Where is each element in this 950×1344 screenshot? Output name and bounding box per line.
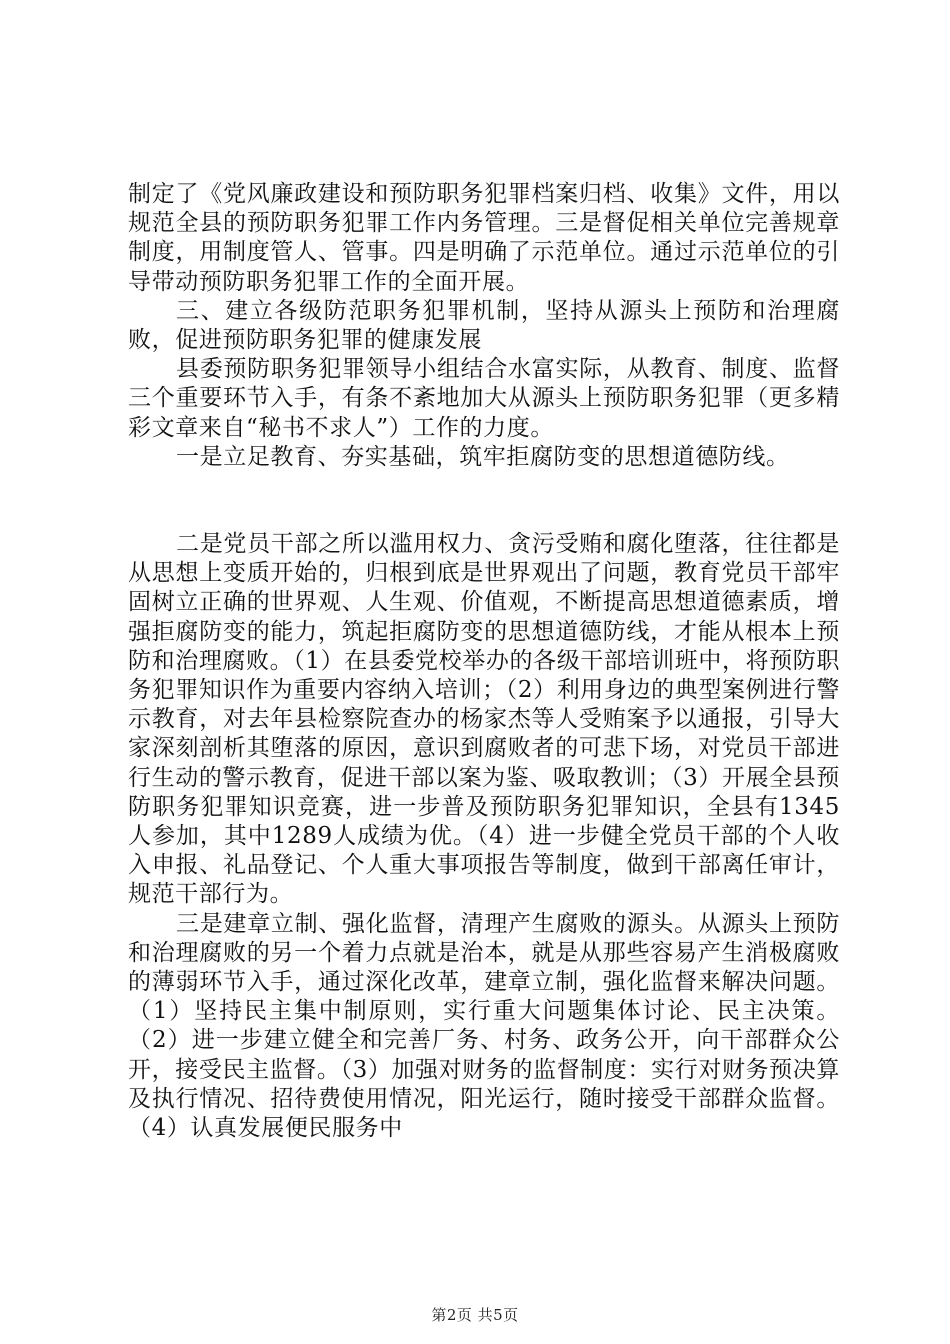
paragraph-point-two: 二是党员干部之所以滥用权力、贪污受贿和腐化堕落，往往都是从思想上变质开始的，归根到底是世界观出了问题，教育党员干部牢固树立正确的世界观、人生观、价值观，不断提高思想道德素质，增强拒腐防变的能力，筑起拒腐防变的思想道德防线，才能从根本上预防和治理腐败。（1）在县委党校举办的各级干部培训班中，将预防职务犯罪知识作为重要内容纳入培训；（2）利用身边的典型案例进行警示教育，对去年县检察院查办的杨家杰等人受贿案予以通报，引导大家深刻剖析其堕落的原因，意识到腐败者的可悲下场，对党员干部进行生动的警示教育，促进干部以案为鉴、吸取教训；（3）开展全县预防职务犯罪知识竞赛，进一步普及预防职务犯罪知识，全县有1345人参加，其中1289人成绩为优。（4）进一步健全党员干部的个人收入申报、礼品登记、个人重大事项报告等制度，做到干部离任审计，规范干部行为。 xyxy=(128,531,840,908)
document-body xyxy=(128,180,840,1143)
paragraph-intro: 县委预防职务犯罪领导小组结合水富实际，从教育、制度、监督三个重要环节入手，有条不紊地加大从源头上预防职务犯罪（更多精彩文章来自“秘书不求人”）工作的力度。 xyxy=(128,356,840,441)
paragraph-continuation: 制定了《党风廉政建设和预防职务犯罪档案归档、收集》文件，用以规范全县的预防职务犯罪工作内务管理。三是督促相关单位完善规章制度，用制度管人、管事。四是明确了示范单位。通过示范单位的引导带动预防职务犯罪工作的全面开展。 xyxy=(128,181,840,295)
paragraph-gap xyxy=(128,472,840,530)
section-heading-three: 三、建立各级防范职务犯罪机制，坚持从源头上预防和治理腐败，促进预防职务犯罪的健康发展 xyxy=(128,297,840,354)
paragraph-point-one: 一是立足教育、夯实基础，筑牢拒腐防变的思想道德防线。 xyxy=(176,443,790,470)
paragraph-point-three: 三是建章立制、强化监督，清理产生腐败的源头。从源头上预防和治理腐败的另一个着力点就是治本，就是从那些容易产生消极腐败的薄弱环节入手，通过深化改革，建章立制，强化监督来解决问题。（1）坚持民主集中制原则，实行重大问题集体讨论、民主决策。（2）进一步建立健全和完善厂务、村务、政务公开，向干部群众公开，接受民主监督。（3）加强对财务的监督制度：实行对财务预决算及执行情况、招待费使用情况，阳光运行，随时接受干部群众监督。（4）认真发展便民服务中 xyxy=(128,910,840,1142)
page-number-footer: 第2页 共5页 xyxy=(431,1306,519,1324)
